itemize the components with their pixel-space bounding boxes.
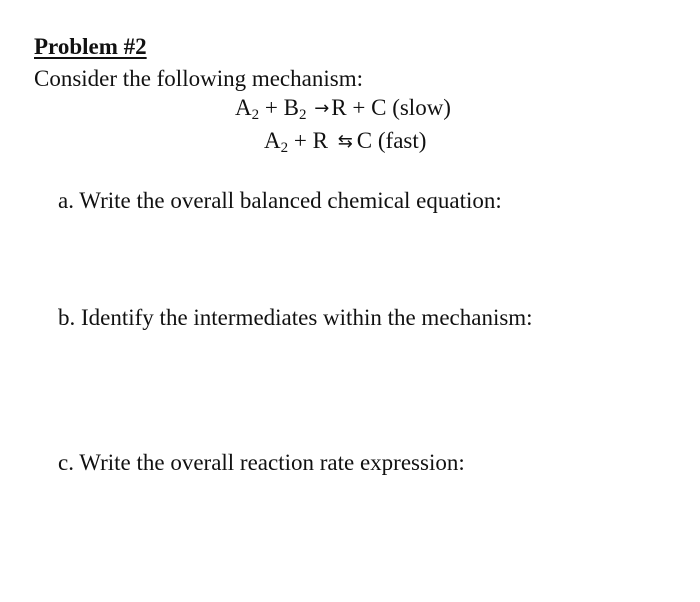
question-c: c. Write the overall reaction rate expression: xyxy=(58,450,465,475)
reactant-a-subscript: 2 xyxy=(280,140,289,156)
reactant-a: A xyxy=(235,95,252,120)
equilibrium-arrow-icon: ⇆ xyxy=(337,131,353,152)
mechanism-step-2 xyxy=(264,128,426,154)
problem-title: Problem #2 xyxy=(34,34,147,59)
question-a: a. Write the overall balanced chemical equation: xyxy=(58,188,502,213)
step-2-products: C (fast) xyxy=(356,128,427,153)
reactant-a-subscript: 2 xyxy=(251,107,260,123)
forward-arrow-icon: → xyxy=(314,98,330,119)
plus-sign: + xyxy=(264,95,278,120)
reactant-a: A xyxy=(264,128,281,153)
problem-intro: Consider the following mechanism: xyxy=(34,66,363,91)
reactant-b: B xyxy=(283,95,299,120)
step-2-reactants-rest: + R xyxy=(293,128,328,153)
question-b: b. Identify the intermediates within the mechanism: xyxy=(58,305,533,330)
mechanism-step-1 xyxy=(235,95,451,121)
step-1-products: R + C (slow) xyxy=(331,95,451,120)
reactant-b-subscript: 2 xyxy=(298,107,307,123)
